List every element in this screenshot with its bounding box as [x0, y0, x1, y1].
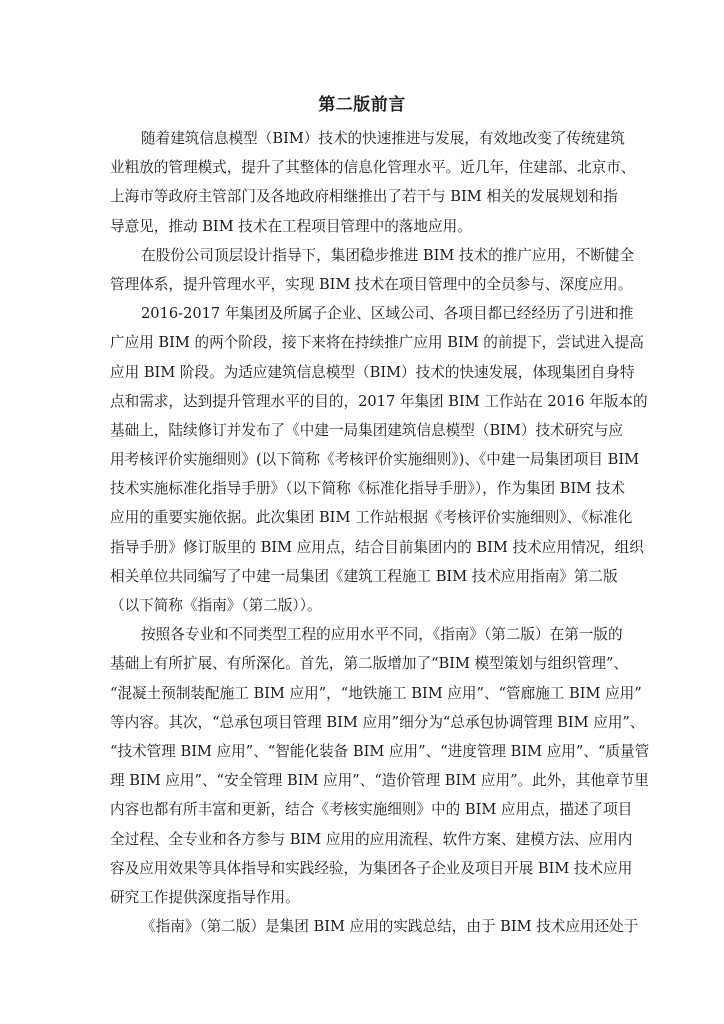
text-line: 广应用 BIM 的两个阶段，接下来将在持续推广应用 BIM 的前提下，尝试进入提高 [110, 334, 644, 352]
text-line: 全过程、全专业和各方参与 BIM 应用的应用流程、软件方案、建模方法、应用内 [110, 830, 633, 848]
text-line: 应用的重要实施依据。此次集团 BIM 工作站根据《考核评价实施细则》、《标准化 [110, 509, 633, 527]
text-line: “技术管理 BIM 应用”、“智能化装备 BIM 应用”、“进度管理 BIM 应用”、“质量管 [110, 742, 650, 760]
text-line: 指导手册》修订版里的 BIM 应用点，结合目前集团内的 BIM 技术应用情况，组织 [110, 538, 644, 556]
preface-body [110, 124, 650, 941]
text-line: 容及应用效果等具体指导和实践经验，为集团各子企业及项目开展 BIM 技术应用 [110, 859, 633, 877]
text-line: 研究工作提供深度指导作用。 [110, 888, 300, 906]
text-line: 点和需求，达到提升管理水平的目的，2017 年集团 BIM 工作站在 2016 年版本的 [110, 392, 648, 410]
text-line: 管理体系，提升管理水平，实现 BIM 技术在项目管理中的全员参与、深度应用。 [110, 275, 633, 293]
text-line: （以下简称《指南》（第二版））。 [110, 597, 322, 614]
text-line: 理 BIM 应用”、“安全管理 BIM 应用”、“造价管理 BIM 应用”。此外，其他章节里 [110, 772, 649, 790]
text-line: 应用 BIM 阶段。为适应建筑信息模型（BIM）技术的快速发展，体现集团自身特 [110, 363, 635, 381]
text-line: 相关单位共同编写了中建一局集团《建筑工程施工 BIM 技术应用指南》第二版 [110, 567, 618, 585]
text-line: “混凝土预制装配施工 BIM 应用”，“地铁施工 BIM 应用”、“管廊施工 BIM 应用” [110, 684, 642, 702]
text-line: 基础上有所扩展、有所深化。首先，第二版增加了“BIM 模型策划与组织管理”、 [110, 655, 628, 673]
text-line: 技术实施标准化指导手册》（以下简称《标准化指导手册》），作为集团 BIM 技术 [110, 480, 626, 498]
text-line: 按照各专业和不同类型工程的应用水平不同，《指南》（第二版）在第一版的 [141, 626, 623, 644]
page-title: 第二版前言 [318, 95, 406, 115]
text-line: 《指南》（第二版）是集团 BIM 应用的实践总结，由于 BIM 技术应用还处于 [141, 918, 639, 936]
text-line: 导意见，推动 BIM 技术在工程项目管理中的落地应用。 [110, 217, 472, 235]
text-line: 随着建筑信息模型（BIM）技术的快速推进与发展，有效地改变了传统建筑 [141, 130, 625, 147]
text-line: 内容也都有所丰富和更新，结合《考核实施细则》中的 BIM 应用点，描述了项目 [110, 801, 633, 819]
text-line: 用考核评价实施细则》(以下简称《考核评价实施细则》)、《中建一局集团项目 BIM [110, 451, 640, 469]
text-line: 2016-2017 年集团及所属子企业、区域公司、各项目都已经经历了引进和推 [141, 305, 634, 323]
text-line: 在股份公司顶层设计指导下，集团稳步推进 BIM 技术的推广应用，不断健全 [141, 246, 635, 264]
text-line: 业粗放的管理模式，提升了其整体的信息化管理水平。近几年，住建部、北京市、 [110, 159, 636, 177]
text-line: 上海市等政府主管部门及各地政府相继推出了若干与 BIM 相关的发展规划和指 [110, 188, 618, 206]
text-line: 等内容。其次，“总承包项目管理 BIM 应用”细分为“总承包协调管理 BIM 应用”、 [110, 713, 645, 731]
text-line: 基础上，陆续修订并发布了《中建一局集团建筑信息模型（BIM）技术研究与应 [110, 421, 624, 439]
